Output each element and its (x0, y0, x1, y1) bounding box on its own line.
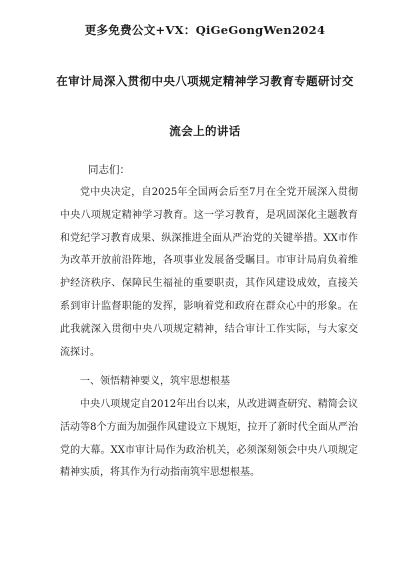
paragraph-intro: 党中央决定，自2025年全国两会后至7月在全党开展深入贯彻中央八项规定精神学习教育。这一学习教育，是巩固深化主题教育和党纪学习教育成果、纵深推进全面从严治党的关键举措。XX市作为改革开放前沿阵地，各项事业发展备受瞩目。市审计局肩负着维护经济秩序、保障民生福祉的重要职责，其作风建设成效，直接关系到审计监督职能的发挥，影响着党和政府在群众心中的形象。在此我就深入贯彻中央八项规定精神，结合审计工作实际，与大家交流探讨。 (60, 187, 358, 358)
document-title-line-1: 在审计局深入贯彻中央八项规定精神学习教育专题研讨交 (56, 74, 354, 88)
document-title-line-2: 流会上的讲话 (169, 124, 241, 138)
promo-header: 更多免费公文+VX：QiGeGongWen2024 (84, 23, 326, 37)
paragraph-section-1: 中央八项规定自2012年出台以来，从改进调查研究、精简会议活动等8个方面为加强作风建设立下规矩，拉开了新时代全面从严治党的大幕。XX市审计局作为政治机关，必须深刻领会中央八项规定精神实质，将其作为行动指南筑牢思想根基。 (60, 399, 358, 479)
section-heading-1: 一、领悟精神要义，筑牢思想根基 (80, 376, 230, 387)
greeting: 同志们： (88, 164, 130, 176)
